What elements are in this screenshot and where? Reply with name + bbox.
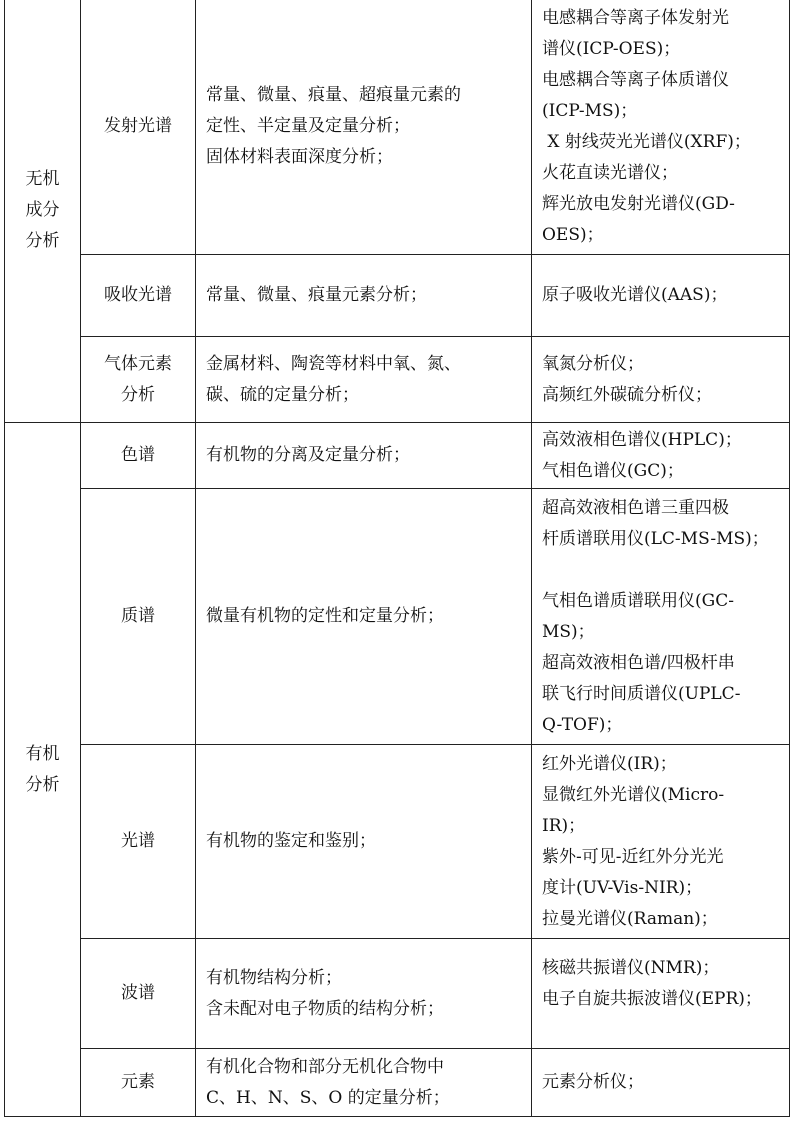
instrument-text: MS)；	[542, 621, 595, 642]
instrument-text: 谱仪(ICP-OES)；	[542, 38, 681, 59]
method-text: 发射光谱	[104, 116, 172, 136]
instrument-cell	[532, 489, 790, 745]
instrument-text: Q-TOF)；	[542, 714, 623, 735]
table-row	[5, 745, 790, 939]
method-text: 分析	[121, 384, 155, 405]
method-cell	[81, 0, 196, 255]
table-row	[5, 489, 790, 745]
instrument-table	[4, 0, 790, 1117]
method-text: 吸收光谱	[104, 285, 172, 305]
instrument-cell	[532, 939, 790, 1049]
instrument-text: IR)；	[542, 815, 586, 836]
method-text: 光谱	[121, 831, 155, 851]
use-cell	[196, 423, 532, 489]
instrument-cell	[532, 1049, 790, 1117]
category-text: 成分	[25, 200, 60, 220]
use-text: 有机物的鉴定和鉴别；	[206, 831, 376, 851]
use-text: 含未配对电子物质的结构分析；	[206, 998, 444, 1019]
method-text: 质谱	[121, 606, 155, 626]
table-row	[5, 0, 790, 255]
instrument-text: 原子吸收光谱仪(AAS)；	[542, 285, 728, 305]
method-text: 色谱	[121, 445, 155, 465]
instrument-cell	[532, 337, 790, 423]
instrument-text: 核磁共振谱仪(NMR)；	[542, 958, 720, 978]
method-cell	[81, 423, 196, 489]
method-cell	[81, 939, 196, 1049]
use-cell	[196, 489, 532, 745]
use-cell	[196, 0, 532, 255]
instrument-text: 气相色谱仪(GC)；	[542, 460, 684, 481]
use-text: 固体材料表面深度分析；	[206, 147, 393, 167]
category-text: 分析	[25, 231, 60, 251]
instrument-cell	[532, 745, 790, 939]
instrument-text: 高效液相色谱仪(HPLC)；	[542, 429, 742, 450]
use-cell	[196, 337, 532, 423]
use-cell	[196, 1049, 532, 1117]
use-text: 有机化合物和部分无机化合物中	[206, 1056, 444, 1077]
method-cell	[81, 489, 196, 745]
instrument-text: 度计(UV-Vis-NIR)；	[542, 877, 703, 898]
category-text: 分析	[25, 774, 60, 795]
use-cell	[196, 939, 532, 1049]
instrument-text: 元素分析仪；	[542, 1072, 644, 1092]
table-body	[5, 0, 790, 1117]
category-cell-organic	[5, 423, 81, 1117]
use-text: C、H、N、S、O 的定量分析；	[206, 1087, 450, 1108]
instrument-text: 火花直读光谱仪；	[542, 162, 678, 183]
use-text: 常量、微量、痕量、超痕量元素的	[206, 85, 461, 105]
instrument-text: 电子自旋共振波谱仪(EPR)；	[542, 989, 762, 1009]
blank-line	[542, 555, 779, 586]
method-text: 元素	[121, 1072, 155, 1092]
category-text: 无机	[25, 169, 60, 189]
table-row	[5, 255, 790, 337]
table-row	[5, 1049, 790, 1117]
instrument-text: 拉曼光谱仪(Raman)；	[542, 908, 718, 929]
method-cell	[81, 337, 196, 423]
use-text: 碳、硫的定量分析；	[206, 384, 359, 405]
method-cell	[81, 255, 196, 337]
use-text: 有机物的分离及定量分析；	[206, 445, 410, 465]
category-cell-inorganic	[5, 0, 81, 423]
instrument-text: 氧氮分析仪；	[542, 353, 644, 374]
instrument-text: 显微红外光谱仪(Micro-	[542, 784, 725, 805]
table-row	[5, 939, 790, 1049]
instrument-text: 联飞行时间质谱仪(UPLC-	[542, 683, 741, 704]
instrument-text: 高频红外碳硫分析仪；	[542, 384, 712, 405]
instrument-cell	[532, 0, 790, 255]
category-text: 有机	[25, 743, 60, 764]
use-text: 有机物结构分析；	[206, 967, 342, 988]
use-cell	[196, 745, 532, 939]
instrument-text: 电感耦合等离子体质谱仪	[542, 69, 729, 90]
method-text: 气体元素	[104, 353, 172, 374]
instrument-text: 电感耦合等离子体发射光	[542, 7, 729, 28]
instrument-text: 超高效液相色谱/四极杆串	[542, 652, 735, 673]
use-text: 定性、半定量及定量分析；	[206, 116, 410, 136]
instrument-text: 辉光放电发射光谱仪(GD-	[542, 193, 735, 214]
instrument-text: 超高效液相色谱三重四极	[542, 497, 729, 518]
method-cell	[81, 1049, 196, 1117]
instrument-text: 紫外-可见-近红外分光光	[542, 846, 724, 867]
instrument-text: 气相色谱质谱联用仪(GC-	[542, 590, 734, 611]
instrument-text: 杆质谱联用仪(LC-MS-MS)；	[542, 528, 769, 549]
instrument-text: OES)；	[542, 224, 604, 245]
table-row	[5, 423, 790, 489]
method-cell	[81, 745, 196, 939]
use-cell	[196, 255, 532, 337]
method-text: 波谱	[121, 983, 155, 1003]
use-text: 金属材料、陶瓷等材料中氧、氮、	[206, 353, 461, 374]
use-text: 微量有机物的定性和定量分析；	[206, 606, 444, 626]
instrument-text: (ICP-MS)；	[542, 100, 638, 121]
table-row	[5, 337, 790, 423]
instrument-text: 红外光谱仪(IR)；	[542, 753, 677, 774]
instrument-cell	[532, 255, 790, 337]
instrument-cell	[532, 423, 790, 489]
use-text: 常量、微量、痕量元素分析；	[206, 285, 427, 305]
instrument-text: X 射线荧光光谱仪(XRF)；	[542, 131, 751, 152]
